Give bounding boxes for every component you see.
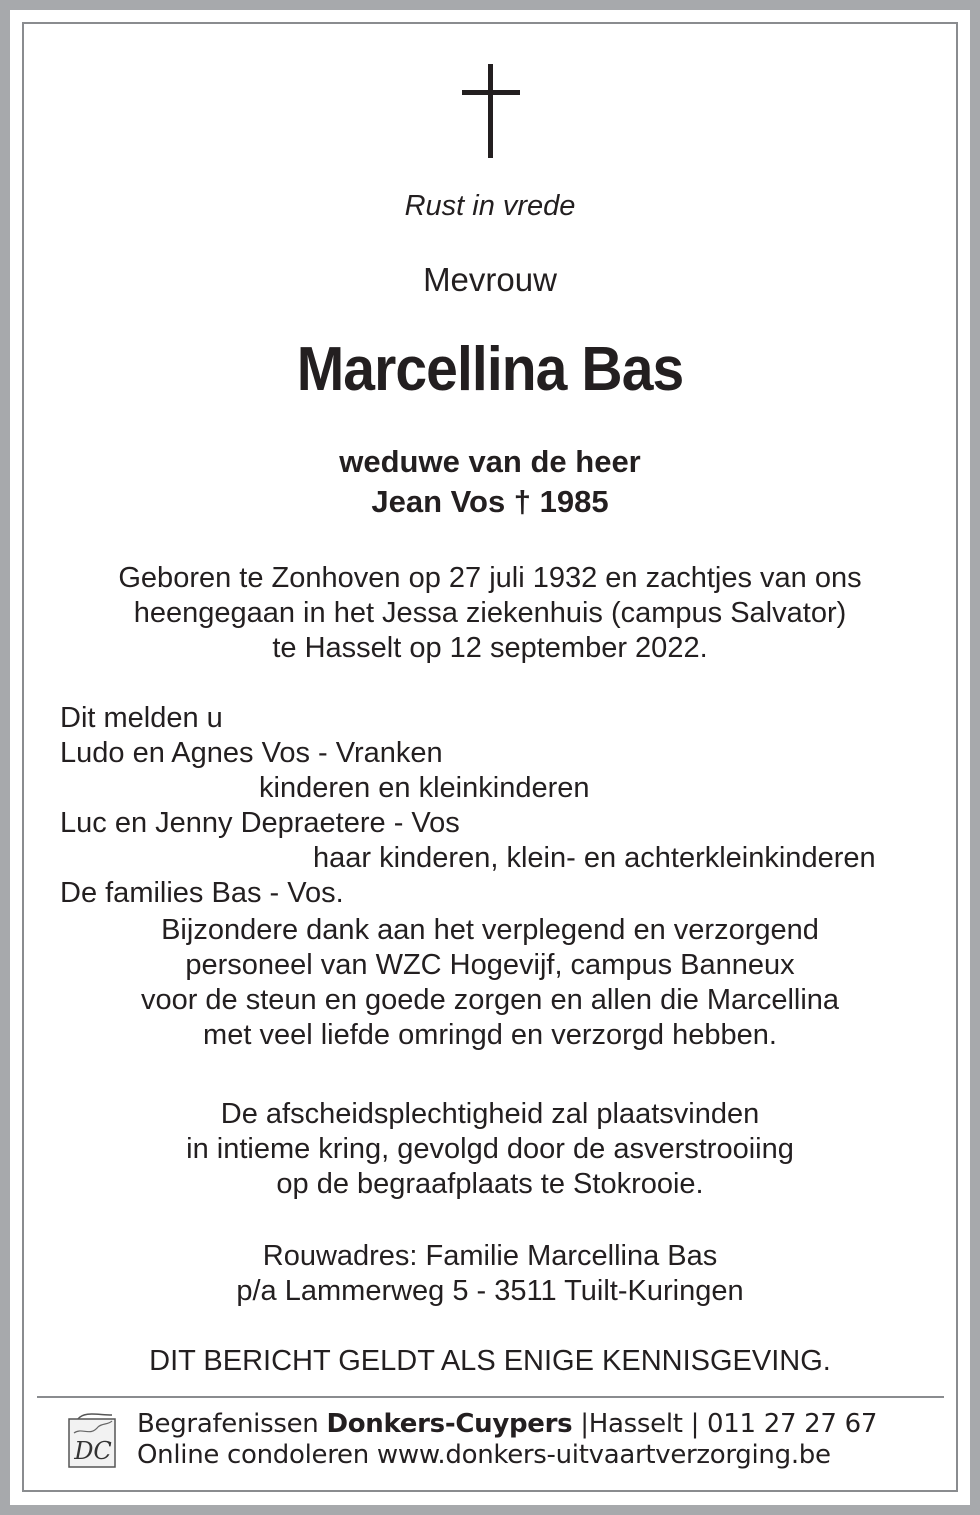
footer-prefix: Begrafenissen <box>137 1409 319 1439</box>
website-link[interactable]: www.donkers-uitvaartverzorging.be <box>376 1440 831 1470</box>
funeral-home-footer <box>137 1409 877 1471</box>
ceremony-line: in intieme kring, gevolgd door de asverstrooiing <box>186 1133 794 1165</box>
address-line: Rouwadres: Familie Marcellina Bas <box>262 1240 718 1272</box>
footer-divider <box>37 1396 944 1398</box>
separator: | <box>580 1409 589 1439</box>
biography-line: Geboren te Zonhoven op 27 juli 1932 en zachtjes van ons <box>118 562 862 594</box>
family-descendants: haar kinderen, klein- en achterkleinkinderen <box>313 842 876 874</box>
thanks-paragraph <box>40 913 940 1053</box>
family-names: Ludo en Agnes Vos - Vranken <box>60 737 443 769</box>
biography <box>40 561 940 666</box>
latin-cross-icon <box>462 64 520 158</box>
thanks-line: personeel van WZC Hogevijf, campus Banneux <box>185 949 795 981</box>
widow-line: weduwe van de heer <box>339 444 641 479</box>
city: Hasselt <box>588 1409 683 1439</box>
address-line: p/a Lammerweg 5 - 3511 Tuilt-Kuringen <box>236 1275 744 1307</box>
company-name: Donkers-Cuypers <box>326 1409 573 1439</box>
family-names: Luc en Jenny Depraetere - Vos <box>60 807 460 839</box>
thanks-line: Bijzondere dank aan het verplegend en verzorgend <box>161 914 819 946</box>
family-list <box>60 701 876 911</box>
notice: DIT BERICHT GELDT ALS ENIGE KENNISGEVING. <box>149 1345 831 1377</box>
biography-line: te Hasselt op 12 september 2022. <box>272 632 708 664</box>
biography-line: heengegaan in het Jessa ziekenhuis (campus Salvator) <box>133 597 847 629</box>
epitaph: Rust in vrede <box>404 190 576 222</box>
phone-number[interactable]: 011 27 27 67 <box>707 1409 878 1439</box>
condolence-label: Online condoleren <box>137 1440 369 1470</box>
family-intro: Dit melden u <box>60 702 223 734</box>
separator: | <box>690 1409 700 1439</box>
thanks-line: voor de steun en goede zorgen en allen die Marcellina <box>140 984 840 1016</box>
svg-text:DC: DC <box>74 1437 112 1465</box>
widow-block <box>40 442 940 522</box>
funeral-home-line <box>137 1409 877 1440</box>
condolence-line <box>137 1440 877 1471</box>
salutation: Mevrouw <box>423 261 557 298</box>
mourning-address <box>40 1239 940 1309</box>
deceased-name: Marcellina Bas <box>296 335 684 404</box>
family-descendants: kinderen en kleinkinderen <box>259 772 590 804</box>
family-closing: De families Bas - Vos. <box>60 877 344 909</box>
ceremony-line: op de begraafplaats te Stokrooie. <box>276 1168 704 1200</box>
funeral-home-monogram-logo <box>68 1413 118 1469</box>
thanks-line: met veel liefde omringd en verzorgd hebben. <box>203 1019 777 1051</box>
ceremony-line: De afscheidsplechtigheid zal plaatsvinden <box>220 1098 760 1130</box>
spouse-line: Jean Vos † 1985 <box>371 484 609 519</box>
ceremony-paragraph <box>40 1097 940 1202</box>
